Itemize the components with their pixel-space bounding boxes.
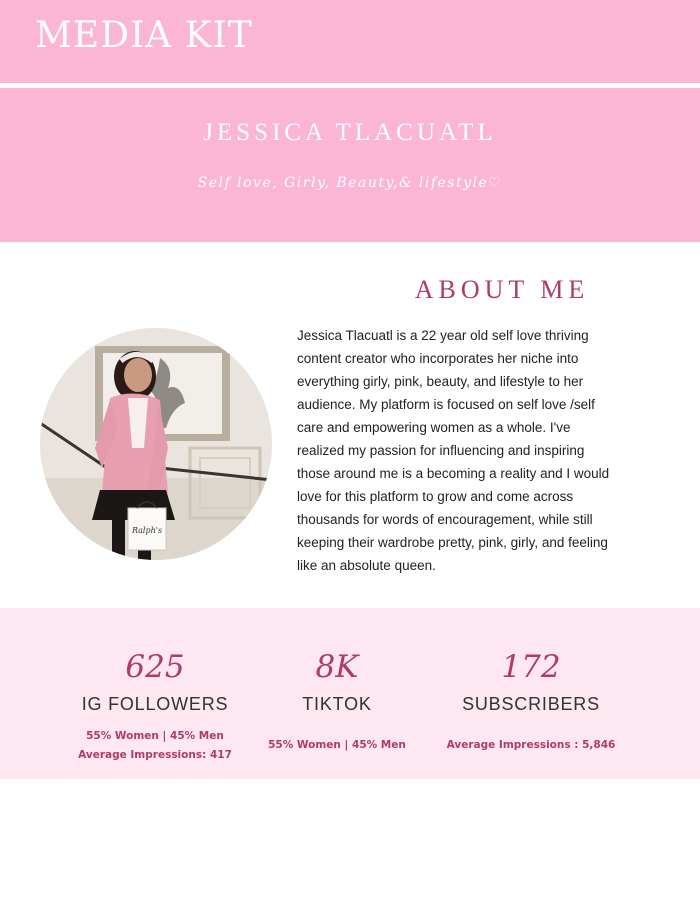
about-heading: ABOUT ME	[414, 275, 590, 304]
media-kit-title: MEDIA KIT	[35, 15, 253, 56]
stat-tiktok	[262, 645, 412, 755]
stat-instagram	[75, 645, 235, 765]
about-description: Jessica Tlacuatl is a 22 year old self love thriving content creator who incorporates her niche into everything girly, pink, beauty, and lifestyle to her audience. My platform is focused on self love /self care and empowering women as a whole. I've realized my passion for influencing and inspiring those around me is a becoming a reality and I would love for this platform to grow and come across thousands for words of encouragement, while still keeping their wardrobe pretty, pink, girly, and feeling like an absolute queen.	[297, 328, 610, 573]
instagram-label: IG FOLLOWERS	[81, 694, 229, 714]
subscribers-label: SUBSCRIBERS	[462, 694, 600, 714]
svg-text:Ralph's: Ralph's	[131, 526, 163, 535]
profile-photo	[40, 328, 272, 560]
tiktok-demographics: 55% Women | 45% Men	[268, 739, 406, 751]
tiktok-label: TIKTOK	[302, 694, 372, 714]
tiktok-value: 8K	[315, 649, 359, 685]
subscribers-impressions: Average Impressions : 5,846	[446, 739, 616, 751]
header-band	[0, 88, 700, 242]
subscribers-value: 172	[501, 649, 561, 685]
instagram-value: 625	[125, 649, 185, 685]
tagline: Self love, Girly, Beauty,& lifestyle♡	[197, 175, 503, 191]
stat-subscribers	[441, 645, 621, 755]
creator-name: JESSICA TLACUATL	[203, 119, 497, 146]
instagram-demographics: 55% Women | 45% Men	[86, 730, 224, 742]
instagram-impressions: Average Impressions: 417	[78, 749, 232, 761]
